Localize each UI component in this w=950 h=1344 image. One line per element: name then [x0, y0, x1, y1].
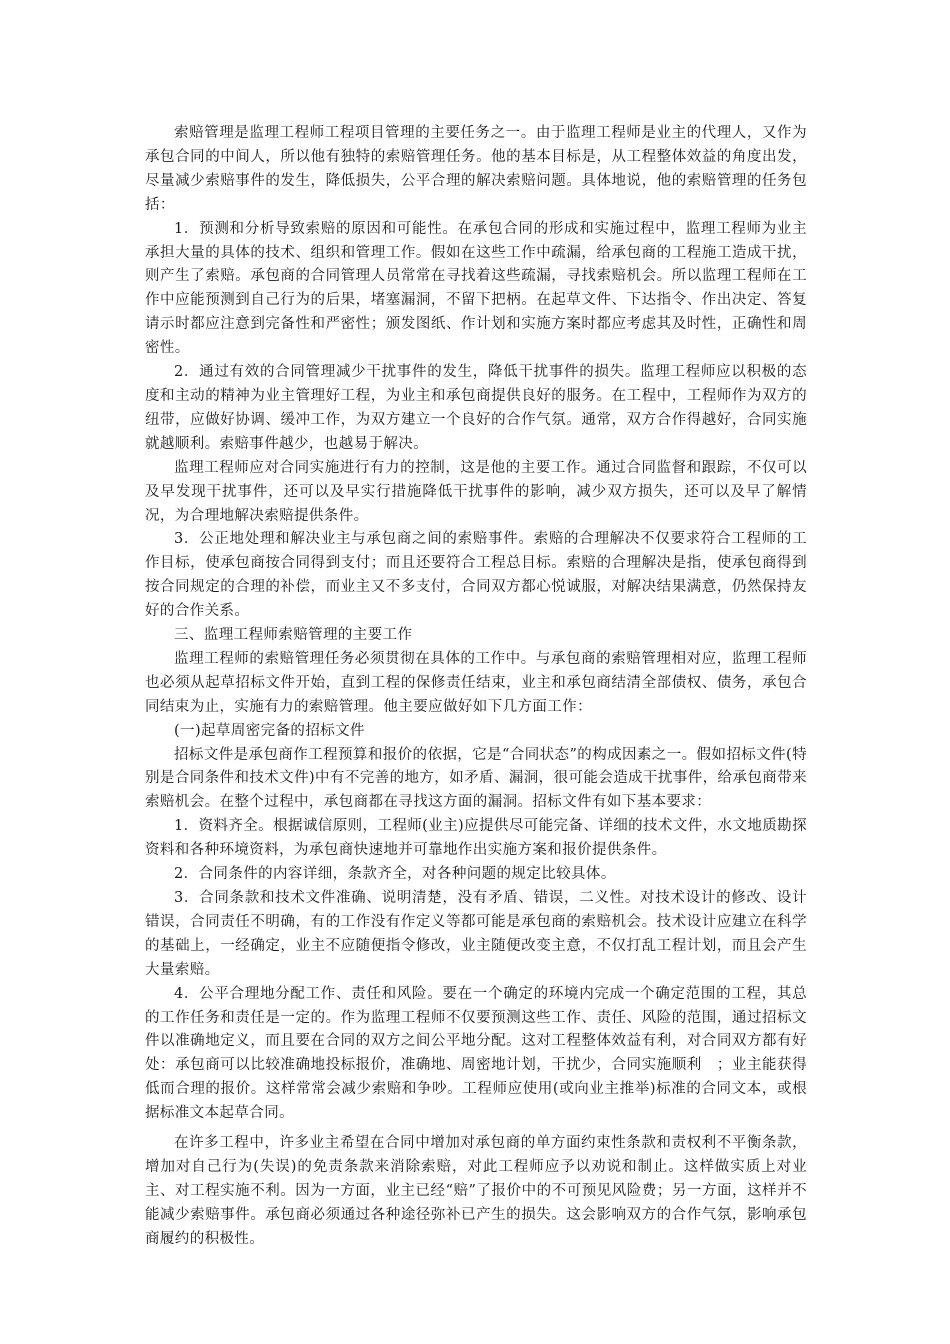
paragraph-intro: 索赔管理是监理工程师工程项目管理的主要任务之一。由于监理工程师是业主的代理人，又作为承包合同的中间人，所以他有独特的索赔管理任务。他的基本目标是，从工程整体效益的角度出发，尽量减少索赔事件的发生，降低损失，公平合理的解决索赔问题。具体地说，他的索赔管理的任务包括： [145, 125, 807, 213]
document-body [145, 122, 807, 1252]
paragraph-task-1: 1．预测和分析导致索赔的原因和可能性。在承包合同的形成和实施过程中，监理工程师为业主承担大量的具体的技术、组织和管理工作。假如在这些工作中疏漏，给承包商的工程施工造成干扰，则产生了索赔。承包商的合同管理人员常常在寻找着这些疏漏，寻找索赔机会。所以监理工程师在工作中应能预测到自己行为的后果，堵塞漏洞，不留下把柄。在起草文件、下达指令、作出决定、答复请示时都应注意到完备性和严密性；颁发图纸、作计划和实施方案时都应考虑其及时性，正确性和周密性。 [145, 220, 807, 357]
paragraph-req-4: 4．公平合理地分配工作、责任和风险。要在一个确定的环境内完成一个确定范围的工程，其总的工作任务和责任是一定的。作为监理工程师不仅要预测这些工作、责任、风险的范围，通过招标文件以准确地定义，而且要在合同的双方之间公平地分配。这对工程整体效益有利，对合同双方都有好处：承包商可以比较准确地投标报价，准确地、周密地计划，干扰少，合同实施顺利 ；业主能获得低而合理的报价。这样常常会减少索赔和争吵。工程师应使用(或向业主推举)标准的合同文本，或根据标准文本起草合同。 [145, 985, 807, 1122]
paragraph-tender-docs: 招标文件是承包商作工程预算和报价的依据，它是“合同状态”的构成因素之一。假如招标文件(特别是合同条件和技术文件)中有不完善的地方，如矛盾、漏洞，很可能会造成干扰事件，给承包商带来索赔机会。在整个过程中，承包商都在寻找这方面的漏洞。招标文件有如下基本要求： [145, 746, 807, 811]
paragraph-closing: 在许多工程中，许多业主希望在合同中增加对承包商的单方面约束性条款和责权利不平衡条款，增加对自己行为(失误)的免责条款来消除索赔，对此工程师应予以劝说和制止。这样做实质上对业主、对工程实施不利。因为一方面，业主已经“赔”了报价中的不可预见风险费；另一方面，这样并不能减少索赔事件。承包商必须通过各种途径弥补已产生的损失。这会影响双方的合作气氛，影响承包商履约的积极性。 [145, 1135, 807, 1247]
paragraph-control: 监理工程师应对合同实施进行有力的控制，这是他的主要工作。通过合同监督和跟踪，不仅可以及早发现干扰事件，还可以及早实行措施降低干扰事件的影响，减少双方损失，还可以及早了解情况，为合理地解决索赔提供条件。 [145, 459, 807, 524]
paragraph-req-3: 3．合同条款和技术文件准确、说明清楚，没有矛盾、错误，二义性。对技术设计的修改、设计错误，合同责任不明确，有的工作没有作定义等都可能是承包商的索赔机会。技术设计应建立在科学的基础上，一经确定，业主不应随便指令修改，业主随便改变主意，不仅打乱工程计划，而且会产生大量索赔。 [145, 890, 807, 978]
paragraph-task-2: 2．通过有效的合同管理减少干扰事件的发生，降低干扰事件的损失。监理工程师应以积极的态度和主动的精神为业主管理好工程，为业主和承包商提供良好的服务。在工程中，工程师作为双方的纽带，应做好协调、缓冲工作，为双方建立一个良好的合作气氛。通常，双方合作得越好，合同实施就越顺利。索赔事件越少，也越易于解决。 [145, 364, 807, 452]
paragraph-task-3: 3．公正地处理和解决业主与承包商之间的索赔事件。索赔的合理解决不仅要求符合工程师的工作目标，使承包商按合同得到支付；而且还要符合工程总目标。索赔的合理解决是指，使承包商得到按合同规定的合理的补偿，而业主又不多支付，合同双方都心悦诚服，对解决结果满意，仍然保持友好的合作关系。 [145, 531, 807, 620]
paragraph-req-1: 1．资料齐全。根据诚信原则，工程师(业主)应提供尽可能完备、详细的技术文件，水文地质勘探资料和各种环境资料，为承包商快速地并可靠地作出实施方案和报价提供条件。 [145, 818, 807, 859]
paragraph-section-intro: 监理工程师的索赔管理任务必须贯彻在具体的工作中。与承包商的索赔管理相对应，监理工程师也必须从起草招标文件开始，直到工程的保修责任结束，业主和承包商结清全部债权、债务，承包合同结束为止，实施有力的索赔管理。他主要应做好如下几方面工作： [145, 650, 807, 715]
paragraph-req-2: 2．合同条件的内容详细，条款齐全，对各种问题的规定比较具体。 [174, 866, 616, 883]
section-heading: 三、监理工程师索赔管理的主要工作 [174, 627, 413, 644]
subsection-heading: (一)起草周密完备的招标文件 [174, 722, 365, 739]
